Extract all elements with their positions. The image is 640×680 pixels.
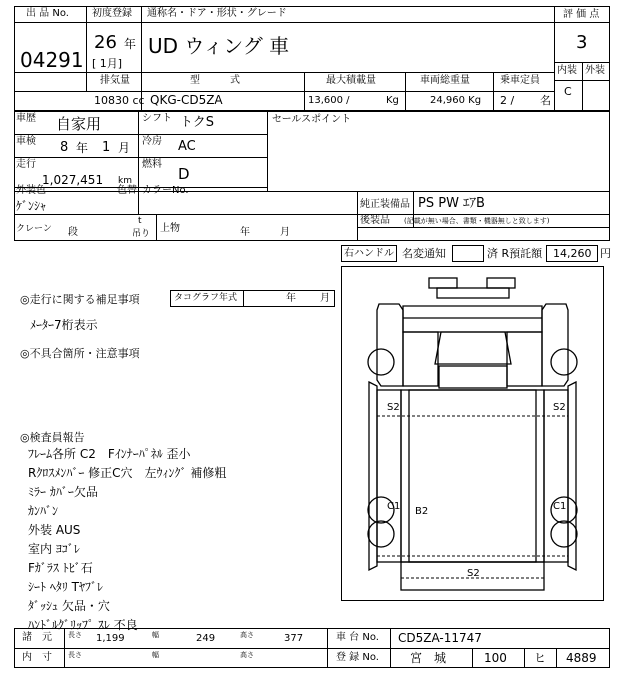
interior-score: C: [564, 85, 572, 98]
mirror-top-right: [487, 278, 515, 288]
inspection-year: 8: [60, 140, 69, 155]
capacity-value: 2 /: [500, 94, 515, 107]
driving-notes-title: ◎走行に関する補足事項: [20, 293, 140, 306]
chassis-value: CD5ZA-11747: [398, 631, 482, 645]
mileage-value: 1,027,451: [42, 173, 104, 187]
damage-mark-rear: S2: [467, 568, 480, 579]
crane-hang: 吊り: [132, 229, 151, 239]
inspection-month: 1: [102, 140, 111, 155]
inspector-line: ﾌﾚｰﾑ各所 C2 Fｲﾝﾅｰﾊﾟﾈﾙ 歪小: [28, 447, 191, 461]
color-no-label: カラーNo.: [142, 185, 189, 196]
aftermarket-label: 後装品: [360, 215, 390, 226]
lift-year: 年: [240, 227, 250, 238]
sales-point-label: セールスポイント: [272, 114, 352, 125]
name-change-label: 名変通知: [402, 247, 446, 260]
ac-label: 冷房: [142, 136, 162, 147]
exterior-label: 外装: [585, 65, 605, 76]
lift-month: 月: [280, 227, 290, 238]
inspection-month-unit: 月: [118, 141, 131, 155]
inner-width-label: 幅: [152, 651, 159, 659]
inspector-title: ◎検査員報告: [20, 431, 85, 444]
mileage-unit: km: [118, 176, 132, 186]
front-left-wheel: [368, 349, 394, 375]
damage-mark-left-wall: S2: [387, 402, 400, 413]
max-load-value: 13,600 /: [308, 95, 350, 106]
inspector-line: 室内 ﾖｺﾞﾚ: [28, 542, 80, 556]
tachograph-year: 年: [286, 293, 296, 304]
rear-left-wheel-2: [368, 521, 394, 547]
shift-label: シフト: [142, 113, 172, 124]
fuel-label: 燃料: [142, 159, 162, 170]
capacity-unit: 名: [540, 94, 551, 107]
inspector-line: Rｸﾛｽﾒﾝﾊﾞｰ 修正C穴 左ｳｨﾝｸﾞ 補修粗: [28, 466, 227, 480]
cab-left-side: [377, 304, 403, 386]
inspector-line: ｼｰﾄ ﾍﾀﾘ Tﾔﾌﾞﾚ: [28, 580, 103, 594]
lift-label: 上物: [160, 223, 180, 234]
name-change-box: [452, 245, 484, 262]
tachograph-label: タコグラフ年式: [174, 293, 238, 303]
crane-t: t: [138, 216, 142, 226]
recycle-unit: 円: [600, 247, 611, 260]
windshield: [435, 332, 511, 364]
height-label: 高さ: [240, 631, 254, 639]
rear-right-wheel-2: [551, 521, 577, 547]
inspection-year-unit: 年: [76, 141, 89, 155]
first-reg-label: 初度登録: [92, 8, 132, 19]
history-value: 自家用: [56, 115, 102, 133]
cab-right-side: [542, 304, 568, 386]
driving-note: ﾒｰﾀｰ7桁表示: [30, 318, 98, 332]
max-load-label: 最大積載量: [326, 75, 376, 86]
gross-weight-label: 車両総重量: [420, 75, 470, 86]
length-label: 長さ: [68, 631, 82, 639]
std-equipment-value: PS PW ｴｱB: [418, 196, 485, 211]
right-handle: 右ハンドル: [344, 248, 394, 259]
tachograph-month: 月: [320, 293, 330, 304]
damage-mark-right-frame: C1: [553, 501, 567, 512]
history-label: 車歴: [16, 113, 36, 124]
inspector-line: ﾐﾗｰ ｶﾊﾞｰ欠品: [28, 485, 98, 499]
fuel-value: D: [178, 165, 190, 183]
recycle-value: 14,260: [553, 247, 592, 260]
aftermarket-note: (記載が無い場合、書類・機器無しと致します): [404, 217, 550, 225]
reg-area: 宮 城: [410, 651, 447, 665]
damage-mark-deck: B2: [415, 506, 429, 517]
type-label: 型 式: [190, 75, 240, 86]
mirror-top-left: [429, 278, 457, 288]
reg-year-unit: 年: [124, 37, 137, 51]
inspection-label: 車検: [16, 136, 36, 147]
reg-class: 100: [484, 651, 507, 665]
height-value: 377: [284, 633, 304, 644]
displacement-label: 排気量: [100, 75, 130, 86]
capacity-label: 乗車定員: [500, 75, 540, 86]
score-label: 評 価 点: [563, 9, 600, 20]
inspector-line: Fｶﾞﾗｽ ﾄﾋﾞ石: [28, 561, 93, 575]
score-value: 3: [576, 32, 588, 53]
crane-stage: 段: [68, 227, 78, 238]
max-load-unit: Kg: [386, 95, 399, 106]
dims-label: 諸 元: [22, 632, 52, 643]
ac-value: AC: [178, 139, 196, 154]
defect-notes-title: ◎不具合箇所・注意事項: [20, 347, 140, 360]
inspector-line: ﾊﾝﾄﾞﾙｸﾞﾘｯﾌﾟ ｽﾚ 不良: [28, 618, 138, 632]
reg-year: 26: [94, 32, 117, 53]
truck-diagram: [341, 266, 604, 601]
ext-color-value: ｹﾞﾝｼｬ: [16, 199, 47, 213]
recycle-label: 済 R預託額: [487, 247, 543, 260]
shift-value: トクS: [180, 115, 214, 130]
type-value: QKG-CD5ZA: [150, 93, 223, 107]
gross-weight-value: 24,960 Kg: [430, 95, 482, 106]
damage-mark-left-frame: C1: [387, 501, 401, 512]
crane-label: クレーン: [16, 224, 52, 234]
chassis-label: 車 台 No.: [336, 632, 379, 643]
width-value: 249: [196, 633, 216, 644]
inner-length-label: 長さ: [68, 651, 82, 659]
cab-roof: [403, 306, 542, 332]
displacement-value: 10830 cc: [94, 94, 145, 107]
vehicle-name: UD ウィング 車: [148, 34, 290, 58]
mileage-label: 走行: [16, 159, 36, 170]
color-change-label: 色替: [117, 185, 137, 196]
ext-color-label: 外装色: [16, 185, 46, 196]
inspector-line: 外装 AUS: [28, 523, 81, 537]
inner-dims-label: 内 寸: [22, 652, 52, 663]
width-label: 幅: [152, 631, 159, 639]
front-right-wheel: [551, 349, 577, 375]
reg-number: 4889: [566, 651, 597, 665]
model-label: 通称名・ドア・形状・グレード: [147, 8, 287, 19]
lot-no-label: 出 品 No.: [26, 8, 69, 19]
reg-label: 登 録 No.: [336, 652, 379, 663]
reg-month: [ 1月]: [92, 57, 123, 70]
inspector-line: ｶﾝﾊﾞﾝ: [28, 504, 59, 518]
std-equipment-label: 純正装備品: [360, 199, 410, 210]
lot-number: 04291: [20, 48, 84, 72]
inspector-line: ﾀﾞｯｼｭ 欠品・穴: [28, 599, 110, 613]
reg-kana: ヒ: [534, 651, 547, 665]
damage-mark-right-wall: S2: [553, 402, 566, 413]
inner-height-label: 高さ: [240, 651, 254, 659]
interior-label: 内装: [557, 65, 577, 76]
length-value: 1,199: [96, 633, 125, 644]
